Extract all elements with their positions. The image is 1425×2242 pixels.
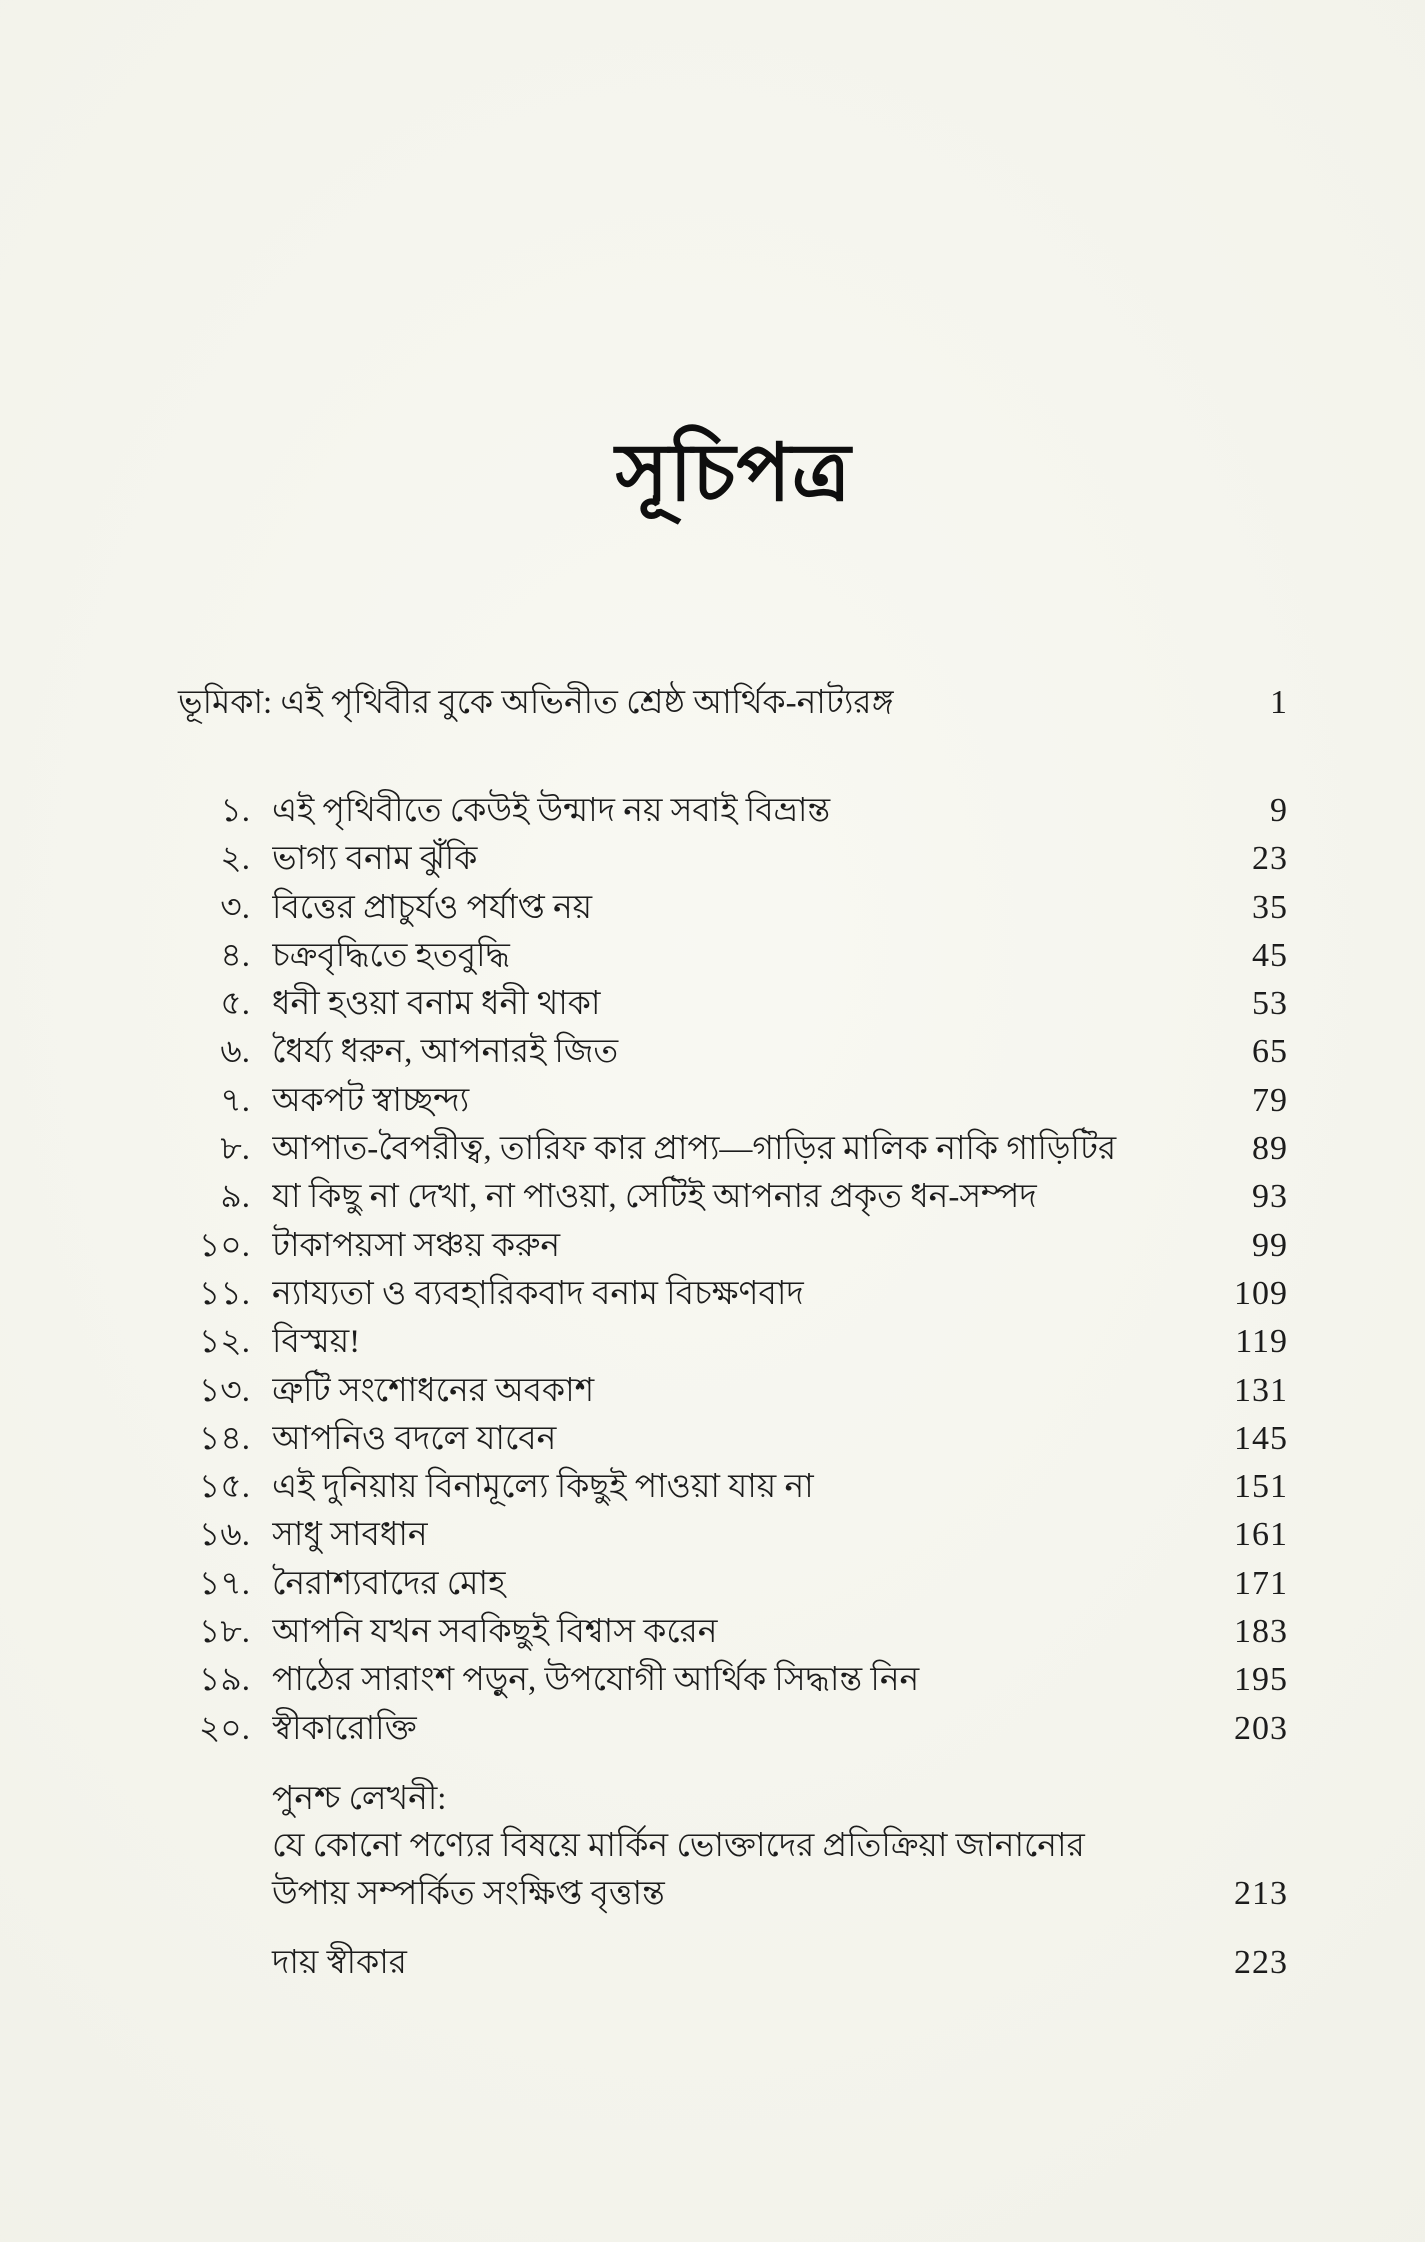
chapter-number: ৫. [220,986,250,1023]
postscript-line2: উপায় সম্পর্কিত সংক্ষিপ্ত বৃত্তান্ত [272,1876,665,1912]
toc-row [178,1074,1288,1122]
toc-row [178,977,1288,1025]
chapter-title: ধৈর্য্য ধরুন, আপনারই জিত [272,1034,619,1071]
chapter-title: বিত্তের প্রাচুর্যও পর্যাপ্ত নয় [272,889,593,926]
intro-page-number: 1 [1270,684,1288,721]
postscript-block [272,1776,1288,1918]
chapter-number: ৪. [220,937,250,974]
chapter-page-number: 151 [1234,1468,1288,1506]
chapter-number: ১০. [198,1227,250,1264]
toc-row [178,881,1288,929]
chapter-number: ১৬. [198,1517,250,1554]
chapter-page-number: 99 [1252,1226,1288,1264]
chapter-page-number: 145 [1234,1419,1288,1457]
chapter-page-number: 9 [1270,792,1288,829]
postscript-heading: পুনশ্চ লেখনী: [272,1781,447,1817]
chapter-title: এই পৃথিবীতে কেউই উন্মাদ নয় সবাই বিভ্রান্ত [272,793,831,829]
chapter-page-number: 45 [1252,936,1288,974]
chapter-title: বিস্ময়! [272,1324,361,1361]
chapter-page-number: 89 [1252,1130,1288,1168]
toc-row [178,1412,1288,1460]
chapter-number: ১১. [198,1275,250,1312]
chapter-title: অকপট স্বাচ্ছন্দ্য [272,1082,470,1119]
chapter-number: ১২. [198,1324,250,1361]
intro-row [178,682,1288,725]
chapter-title: নৈরাশ্যবাদের মোহ [272,1565,506,1602]
chapter-page-number: 203 [1234,1709,1288,1747]
toc-row [178,929,1288,977]
chapter-number: ১৪. [198,1420,250,1457]
chapter-number: ১৩. [198,1372,250,1409]
postscript-line1: যে কোনো পণ্যের বিষয়ে মার্কিন ভোক্তাদের প্রতিক্রিয়া জানানোর [272,1828,1085,1864]
toc-row [178,1605,1288,1653]
chapter-page-number: 119 [1235,1323,1288,1361]
page-title: সূচিপত্র [615,430,852,518]
chapter-title: যা কিছু না দেখা, না পাওয়া, সেটিই আপনার প্রকৃত ধন-সম্পদ [272,1179,1037,1216]
toc-row [178,1219,1288,1267]
toc-row [178,1315,1288,1363]
chapter-page-number: 131 [1234,1371,1288,1409]
chapter-page-number: 171 [1234,1564,1288,1602]
chapter-title: টাকাপয়সা সঞ্চয় করুন [272,1227,561,1264]
postscript-last-line-row [272,1870,1288,1918]
toc-row [178,1702,1288,1750]
chapter-number: ১৮. [198,1614,250,1651]
chapter-number: ১৯. [198,1662,250,1699]
chapter-page-number: 35 [1252,888,1288,926]
chapter-title: আপনি যখন সবকিছুই বিশ্বাস করেন [272,1614,718,1651]
toc-row [178,1267,1288,1315]
chapter-number: ৭. [220,1082,250,1119]
chapter-number: ৯. [220,1179,250,1216]
chapter-title: আপনিও বদলে যাবেন [272,1420,557,1457]
intro-label: ভূমিকা: এই পৃথিবীর বুকে অভিনীত শ্রেষ্ঠ আর্থিক-নাট্যরঙ্গ [178,685,894,721]
chapter-number: ৮. [220,1131,250,1168]
chapter-title: আপাত-বৈপরীত্ব, তারিফ কার প্রাপ্য—গাড়ির মালিক নাকি গাড়িটির [272,1131,1117,1168]
disclaimer-row [272,1942,1288,1985]
chapter-number: ২০. [198,1710,250,1747]
toc-row [178,1508,1288,1556]
chapter-title: ধনী হওয়া বনাম ধনী থাকা [272,986,601,1023]
toc-row [178,1653,1288,1701]
toc-row [178,1364,1288,1412]
chapter-page-number: 23 [1252,840,1288,878]
toc-row [178,1025,1288,1073]
chapter-title: সাধু সাবধান [272,1517,428,1554]
chapter-title: ত্রুটি সংশোধনের অবকাশ [272,1372,595,1409]
chapter-title: এই দুনিয়ায় বিনামূল্যে কিছুই পাওয়া যায় না [272,1469,814,1506]
chapter-title: স্বীকারোক্তি [272,1710,417,1747]
toc-row [178,1170,1288,1218]
chapter-page-number: 53 [1252,985,1288,1023]
chapter-number: ১. [220,793,250,829]
toc-list [178,784,1288,1750]
toc-row [178,1557,1288,1605]
chapter-page-number: 109 [1234,1274,1288,1312]
chapter-title: ভাগ্য বনাম ঝুঁকি [272,841,478,878]
chapter-number: ১৫. [198,1469,250,1506]
toc-row [178,832,1288,880]
chapter-number: ৬. [220,1034,250,1071]
toc-row [178,784,1288,832]
chapter-number: ৩. [220,889,250,926]
chapter-number: ১৭. [198,1565,250,1602]
chapter-page-number: 79 [1252,1081,1288,1119]
postscript-page-number: 213 [1234,1875,1288,1912]
chapter-page-number: 93 [1252,1178,1288,1216]
chapter-page-number: 183 [1234,1613,1288,1651]
chapter-page-number: 195 [1234,1661,1288,1699]
chapter-title: পাঠের সারাংশ পড়ুন, উপযোগী আর্থিক সিদ্ধান্ত নিন [272,1662,920,1699]
chapter-number: ২. [220,841,250,878]
chapter-page-number: 161 [1234,1516,1288,1554]
toc-row [178,1460,1288,1508]
chapter-title: ন্যায্যতা ও ব্যবহারিকবাদ বনাম বিচক্ষণবাদ [272,1275,804,1312]
chapter-page-number: 65 [1252,1033,1288,1071]
chapter-title: চক্রবৃদ্ধিতে হতবুদ্ধি [272,937,510,974]
disclaimer-label: দায় স্বীকার [272,1945,407,1981]
toc-row [178,1122,1288,1170]
disclaimer-page-number: 223 [1234,1944,1288,1981]
